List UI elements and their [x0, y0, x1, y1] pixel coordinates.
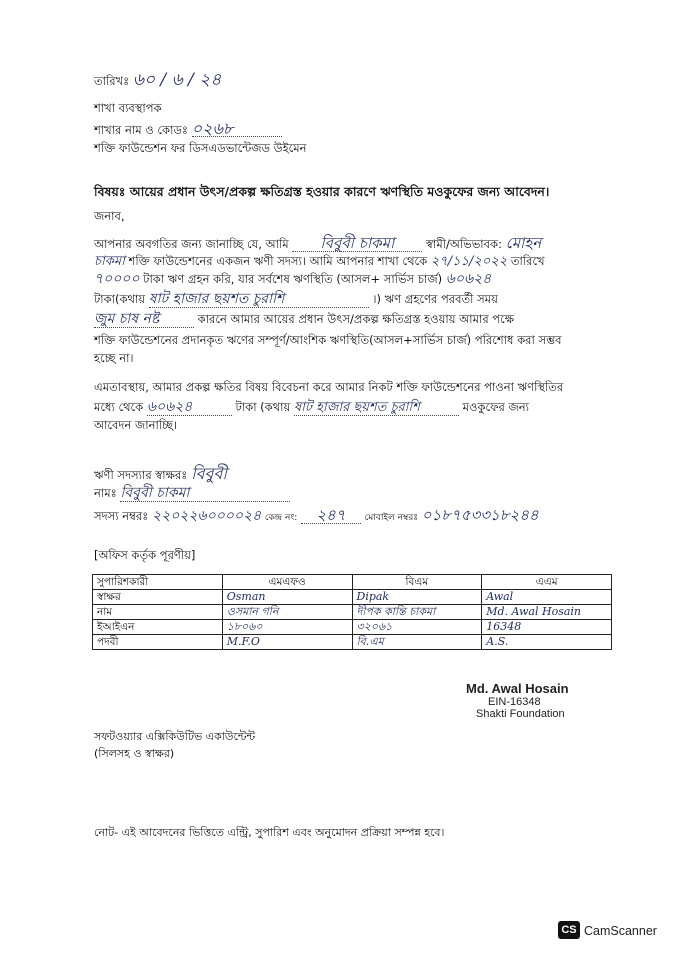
name-label: নামঃ — [94, 486, 117, 500]
member-number-row — [94, 508, 539, 526]
body-text: টাকা (কথায় — [235, 400, 291, 414]
body-line-3 — [94, 272, 491, 287]
body-text: আপনার অবগতির জন্য জানাচ্ছি যে, আমি — [94, 237, 289, 251]
approval-table — [92, 574, 612, 650]
body-line-2 — [94, 254, 545, 269]
table-cell: Dipak — [352, 590, 482, 605]
table-header-row — [93, 575, 612, 590]
waive-amount: ৬০৬২৪ — [147, 400, 232, 416]
body-text: ।) ঋণ গ্রহণের পরবর্তী সময় — [372, 292, 498, 306]
branch-code-row — [94, 121, 282, 138]
mobile-label: মোবাইল নম্বরঃ — [364, 513, 419, 523]
table-cell: ওসমান গনি — [222, 605, 352, 620]
body-text: মধ্যে থেকে — [94, 400, 144, 414]
body-text: কারনে আমার আয়ের প্রধান উৎস/প্রকল্প ক্ষতিগ্রস্ত হওয়ায় আমার পক্ষে — [197, 312, 515, 326]
table-cell: 16348 — [482, 620, 612, 635]
member-name: বিবুবী চাকমা — [120, 486, 290, 502]
borrower-name: বিবুবী চাকমা — [292, 236, 422, 252]
accountant-seal: (সিলসহ ও স্বাক্ষর) — [94, 747, 175, 760]
table-cell: Osman — [222, 590, 352, 605]
body-line-9 — [94, 400, 529, 416]
row-label: স্বাক্ষর — [93, 590, 223, 605]
salutation: জনাব, — [94, 209, 125, 223]
stamp-name: Md. Awal Hosain — [466, 681, 569, 696]
table-cell: Awal — [482, 590, 612, 605]
body-line-1 — [94, 236, 541, 252]
stamp-ein: EIN-16348 — [488, 696, 541, 708]
row-label: নাম — [93, 605, 223, 620]
date-row — [94, 70, 222, 90]
mobile-value: ০১৮৭৫৩৩১৮২৪৪ — [421, 506, 539, 524]
row-label: ইআইএন — [93, 620, 223, 635]
row-label: পদবী — [93, 635, 223, 650]
organization-name: শক্তি ফাউন্ডেশন ফর ডিসএডভান্টেজড উইমেন — [94, 141, 307, 155]
table-header: এএম — [482, 575, 612, 590]
table-cell: ৩২০৬১ — [352, 620, 482, 635]
accountant-title: সফটওয়্যার এক্সিকিউটিভ একাউন্টেন্ট — [94, 730, 256, 743]
outstanding-amount: ৬০৬২৪ — [445, 271, 492, 287]
table-cell: বি.এম — [352, 635, 482, 650]
member-name-row — [94, 486, 290, 502]
body-line-5 — [94, 312, 514, 328]
body-text: স্বামী/অভিভাবক: — [426, 237, 502, 251]
signature-label: ঋণী সদস্যার স্বাক্ষরঃ — [94, 468, 188, 482]
body-line-8: এমতাবস্থায়, আমার প্রকল্প ক্ষতির বিষয় বিবেচনা করে আমার নিকট শক্তি ফাউন্ডেশনের পাওনা ঋণস্থিতির — [94, 380, 564, 394]
table-row — [93, 635, 612, 650]
table-row — [93, 590, 612, 605]
guardian-name-2: চাকমা — [94, 254, 125, 269]
member-signature: বিবুবী — [191, 464, 227, 483]
body-text: টাকা ঋণ গ্রহন করি, যার সর্বশেষ ঋণস্থিতি (আসল+ সার্ভিস চার্জ) — [143, 272, 443, 286]
body-text: শক্তি ফাউন্ডেশনের একজন ঋণী সদস্য। আমি আপনার শাখা থেকে — [128, 254, 428, 268]
table-cell: Md. Awal Hosain — [482, 605, 612, 620]
table-cell: ১৮০৬০ — [222, 620, 352, 635]
date-value: ৬০ / ৬ / ২৪ — [132, 70, 222, 90]
outstanding-words: ষাট হাজার ছয়শত চুরাশি — [149, 292, 369, 308]
camscanner-label: CamScanner — [584, 924, 657, 938]
office-use-label: [অফিস কর্তৃক পূরণীয়] — [94, 548, 196, 562]
table-header: এমএফও — [222, 575, 352, 590]
table-row — [93, 620, 612, 635]
guardian-name: মোহন — [505, 234, 542, 252]
date-label: তারিখঃ — [94, 74, 130, 88]
subject-line: বিষয়ঃ আয়ের প্রধান উৎস/প্রকল্প ক্ষতিগ্রস্ত হওয়ার কারণে ঋণস্থিতি মওকুফের জন্য আবেদন। — [94, 184, 550, 199]
table-cell: A.S. — [482, 635, 612, 650]
body-text: তারিখে — [510, 254, 545, 268]
branch-code-label: শাখার নাম ও কোডঃ — [94, 123, 189, 137]
reason: জুম চাষ নষ্ট — [94, 312, 194, 328]
table-header: সুপারিশকারী — [93, 575, 223, 590]
loan-amount: ৭০০০০ — [94, 271, 140, 287]
footer-note: নোট- এই আবেদনের ভিত্তিতে এন্ট্রি, সুপারিশ এবং অনুমোদন প্রক্রিয়া সম্পন্ন হবে। — [94, 826, 445, 839]
member-signature-row — [94, 466, 227, 483]
table-cell: দীপক কান্তি চাকমা — [352, 605, 482, 620]
branch-code-value: ০২৬৮ — [192, 121, 282, 137]
stamp-org: Shakti Foundation — [476, 708, 565, 720]
member-no-label: সদস্য নম্বরঃ — [94, 509, 149, 523]
member-no-value: ২২০২২৬০০০০২৪ — [151, 508, 262, 524]
center-label: কেন্দ্র নং: — [264, 513, 298, 523]
camscanner-logo-icon: CS — [558, 921, 580, 939]
loan-date: ২৭/১১/২০২২ — [430, 254, 508, 269]
body-line-7: হচ্ছে না। — [94, 351, 134, 365]
table-header: বিএম — [352, 575, 482, 590]
body-line-6: শক্তি ফাউন্ডেশনের প্রদানকৃত ঋণের সম্পূর্ণ/আংশিক ঋণস্থিতি(আসল+সার্ভিস চার্জ) পরিশোধ করা সম্ভব — [94, 333, 562, 347]
table-row — [93, 605, 612, 620]
body-line-10: আবেদন জানাচ্ছি। — [94, 418, 178, 432]
branch-manager: শাখা ব্যবস্থাপক — [94, 101, 162, 115]
table-cell: M.F.O — [222, 635, 352, 650]
center-value: ২৪৭ — [301, 508, 361, 524]
body-text: মওকুফের জন্য — [462, 400, 529, 414]
body-line-4 — [94, 292, 498, 308]
body-text: টাকা(কথায় — [94, 292, 146, 306]
waive-words: ষাট হাজার ছয়শত চুরাশি — [294, 400, 459, 416]
